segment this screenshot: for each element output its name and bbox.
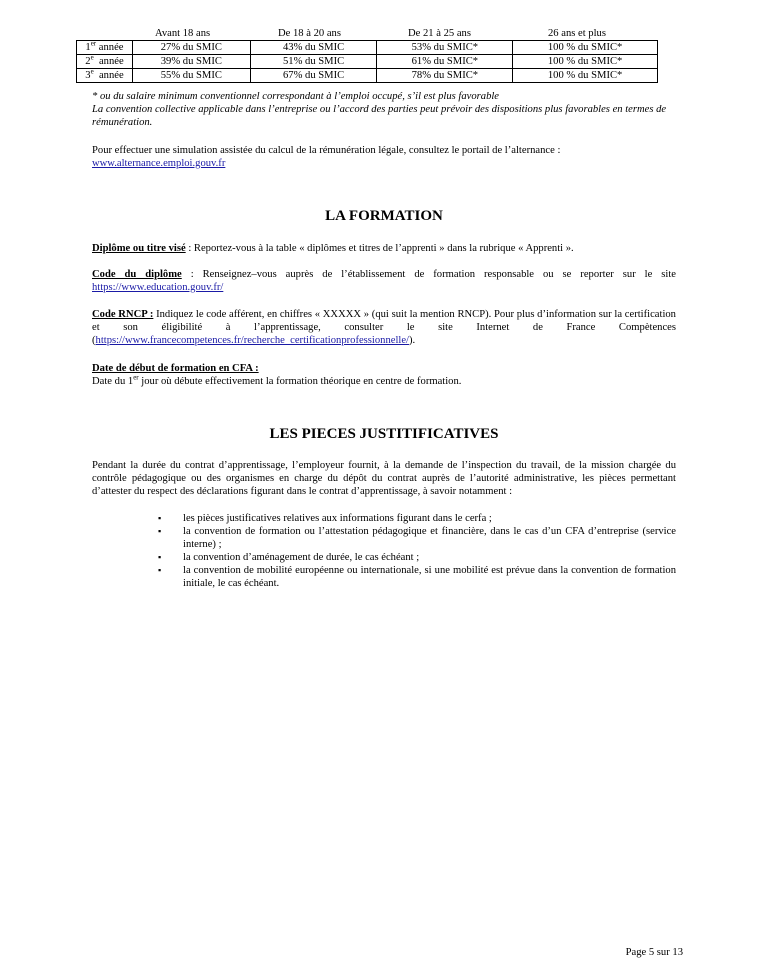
- table-cell: 100 % du SMIC*: [513, 69, 658, 83]
- table-row: [77, 41, 658, 55]
- list-item: ▪ les pièces justificatives relatives aux informations figurant dans le cerfa ;: [158, 513, 492, 524]
- table-row: [77, 69, 658, 83]
- col-header-26-plus: 26 ans et plus: [548, 28, 606, 39]
- list-item: ▪ la convention de mobilité européenne ou internationale, si une mobilité est prévue dans la convention de formation initiale, le cas échéant.: [158, 565, 676, 589]
- code-diplome-paragraph: [92, 268, 676, 294]
- simulation-text: Pour effectuer une simulation assistée du calcul de la rémunération légale, consultez le portail de l’alternance :: [92, 145, 561, 156]
- diplome-label: Diplôme ou titre visé: [92, 243, 186, 254]
- convention-note: La convention collective applicable dans l’entreprise ou l’accord des parties peut prévoir des dispositions plus favorables en termes de rémunération.: [92, 104, 667, 128]
- diplome-paragraph: [92, 242, 676, 255]
- col-header-21-25: De 21 à 25 ans: [408, 28, 471, 39]
- code-diplome-label: Code du diplôme: [92, 269, 182, 280]
- pieces-list: [158, 512, 676, 590]
- row-label: 1er année: [77, 41, 133, 55]
- col-header-under-18: Avant 18 ans: [155, 28, 211, 39]
- diplome-text: : Reportez-vous à la table « diplômes et titres de l’apprenti » dans la rubrique « Apprenti ».: [185, 243, 574, 254]
- simulation-paragraph: [92, 144, 676, 170]
- list-item: ▪ la convention de formation ou l’attestation pédagogique et financière, dans le cas d’un CFA d’entreprise (service interne) ;: [158, 526, 676, 550]
- date-text: Date du 1er jour où débute effectivement la formation théorique en centre de formation.: [92, 373, 462, 387]
- table-cell: 39% du SMIC: [132, 55, 250, 69]
- table-cell: 100 % du SMIC*: [513, 55, 658, 69]
- table-cell: 100 % du SMIC*: [513, 41, 658, 55]
- france-competences-link[interactable]: https://www.francecompetences.fr/recherche_certificationprofessionnelle/: [95, 335, 409, 346]
- bullet-icon: ▪: [158, 526, 162, 536]
- list-item: ▪ la convention d’aménagement de durée, le cas échéant ;: [158, 552, 420, 563]
- rncp-label: Code RNCP :: [92, 309, 154, 320]
- star-note: * ou du salaire minimum conventionnel correspondant à l’emploi occupé, s’il est plus favorable: [92, 91, 500, 102]
- table-row: [77, 55, 658, 69]
- table-cell: 78% du SMIC*: [377, 69, 513, 83]
- page-number: Page 5 sur 13: [625, 947, 683, 958]
- table-cell: 43% du SMIC: [250, 41, 377, 55]
- rncp-paragraph: [92, 308, 676, 347]
- code-diplome-text: : Renseignez–vous auprès de l’établissement de formation responsable ou se reporter sur le site: [181, 269, 676, 280]
- bullet-icon: ▪: [158, 552, 162, 562]
- rncp-text: Indiquez le code afférent, en chiffres « XXXXX » (qui suit la mention RNCP). Pour plus d’information sur la certification et son éligibilité à l’apprentissage, consulter le site Internet de France Compètences (: [92, 309, 676, 346]
- pieces-intro: Pendant la durée du contrat d’apprentissage, l’employeur fournit, à la demande de l’inspection du travail, de la mission chargée du contrôle pédagogique ou des organismes en charge du dépôt du contrat auprès de l’autorité administrative, les pièces permettant d’attester du respect des déclarations figurant dans le contrat d’apprentissage, à savoir notamment :: [92, 460, 676, 497]
- row-label: 3e année: [77, 69, 133, 83]
- table-cell: 61% du SMIC*: [377, 55, 513, 69]
- table-cell: 55% du SMIC: [132, 69, 250, 83]
- row-label: 2e année: [77, 55, 133, 69]
- alternance-link[interactable]: www.alternance.emploi.gouv.fr: [92, 158, 226, 169]
- date-label: Date de début de formation en CFA :: [92, 363, 259, 374]
- bullet-icon: ▪: [158, 513, 162, 523]
- date-paragraph: [92, 362, 676, 388]
- table-cell: 67% du SMIC: [250, 69, 377, 83]
- rncp-end: ).: [408, 335, 416, 346]
- bullet-icon: ▪: [158, 565, 162, 575]
- table-cell: 27% du SMIC: [132, 41, 250, 55]
- table-cell: 53% du SMIC*: [377, 41, 513, 55]
- col-header-18-20: De 18 à 20 ans: [278, 28, 341, 39]
- section-title-formation: LA FORMATION: [325, 208, 443, 224]
- section-title-pieces: LES PIECES JUSTITIFICATIVES: [269, 426, 499, 442]
- education-link[interactable]: https://www.education.gouv.fr/: [92, 282, 224, 293]
- table-cell: 51% du SMIC: [250, 55, 377, 69]
- wage-table: [76, 40, 658, 83]
